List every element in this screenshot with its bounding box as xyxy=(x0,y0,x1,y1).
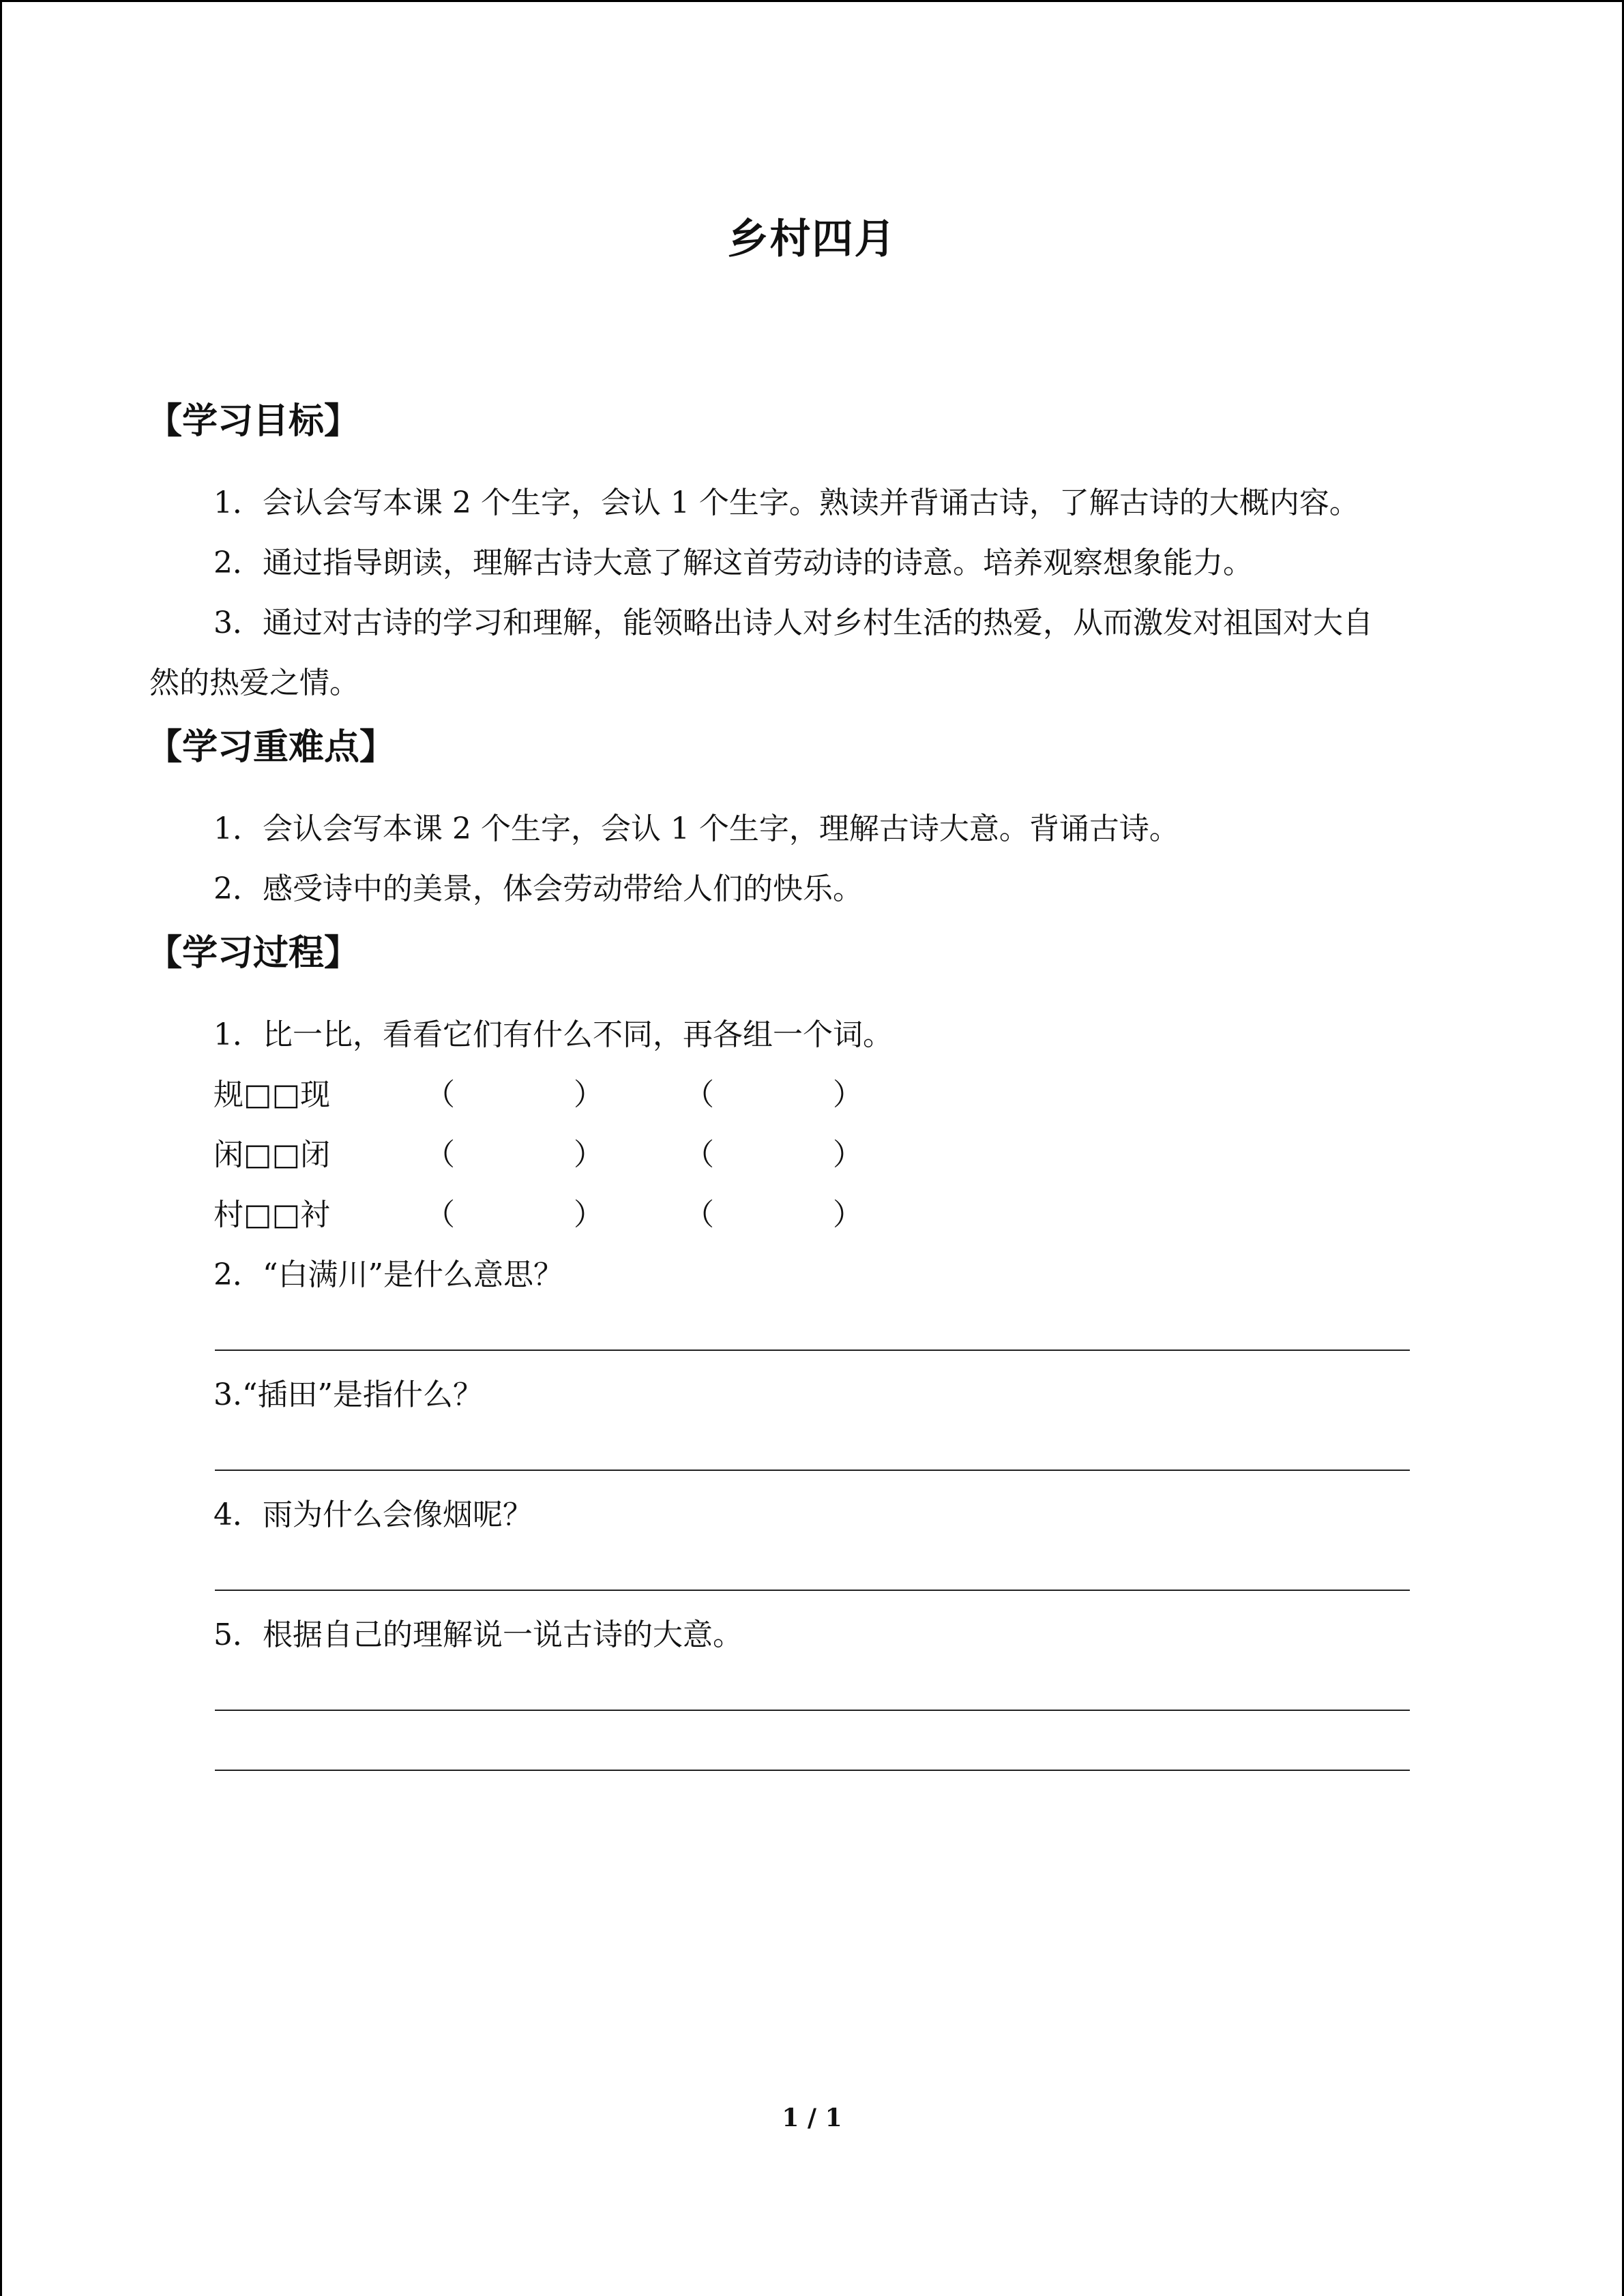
answer-paren-close: ） xyxy=(574,1197,604,1232)
answer-line[interactable] xyxy=(215,1710,1410,1711)
answer-paren-close: ） xyxy=(833,1197,863,1232)
question-2: 2．“白满川”是什么意思？ xyxy=(213,1257,563,1292)
answer-line[interactable] xyxy=(215,1770,1410,1771)
answer-line[interactable] xyxy=(215,1470,1410,1471)
answer-paren-open: （ xyxy=(425,1137,455,1172)
answer-paren-close: ） xyxy=(833,1077,863,1112)
answer-paren-open: （ xyxy=(425,1077,455,1112)
question-3: 3.“插田”是指什么？ xyxy=(213,1377,483,1412)
answer-paren-open: （ xyxy=(684,1197,714,1232)
objective-item-3: 3．通过对古诗的学习和理解，能领略出诗人对乡村生活的热爱，从而激发对祖国对大自 xyxy=(213,606,1373,640)
page-number: 1 / 1 xyxy=(782,2104,842,2132)
answer-paren-close: ） xyxy=(833,1137,863,1172)
objective-item-2: 2．通过指导朗读，理解古诗大意了解这首劳动诗的诗意。培养观察想象能力。 xyxy=(213,546,1253,580)
compare-chars: 闲□□闭 xyxy=(213,1137,331,1172)
question-5: 5．根据自己的理解说一说古诗的大意。 xyxy=(213,1617,743,1652)
answer-line[interactable] xyxy=(215,1590,1410,1591)
answer-paren-open: （ xyxy=(684,1077,714,1112)
objective-item-1: 1．会认会写本课 2 个生字，会认 1 个生字。熟读并背诵古诗，了解古诗的大概内容。 xyxy=(213,486,1359,520)
key-point-item-2: 2．感受诗中的美景，体会劳动带给人们的快乐。 xyxy=(213,871,863,906)
compare-chars: 规□□现 xyxy=(213,1077,331,1112)
answer-paren-open: （ xyxy=(684,1137,714,1172)
document-title: 乡村四月 xyxy=(727,215,897,263)
answer-paren-close: ） xyxy=(574,1137,604,1172)
objective-item-3-continued: 然的热爱之情。 xyxy=(149,666,359,700)
question-4: 4．雨为什么会像烟呢？ xyxy=(213,1497,533,1532)
section-heading-key-points: 【学习重难点】 xyxy=(147,727,396,768)
key-point-item-1: 1．会认会写本课 2 个生字，会认 1 个生字，理解古诗大意。背诵古诗。 xyxy=(213,811,1179,846)
question-1: 1．比一比，看看它们有什么不同，再各组一个词。 xyxy=(213,1017,893,1052)
compare-chars: 村□□衬 xyxy=(213,1197,331,1232)
answer-paren-open: （ xyxy=(425,1197,455,1232)
section-heading-objectives: 【学习目标】 xyxy=(147,401,360,442)
answer-line[interactable] xyxy=(215,1350,1410,1351)
answer-paren-close: ） xyxy=(574,1077,604,1112)
section-heading-process: 【学习过程】 xyxy=(147,933,360,974)
